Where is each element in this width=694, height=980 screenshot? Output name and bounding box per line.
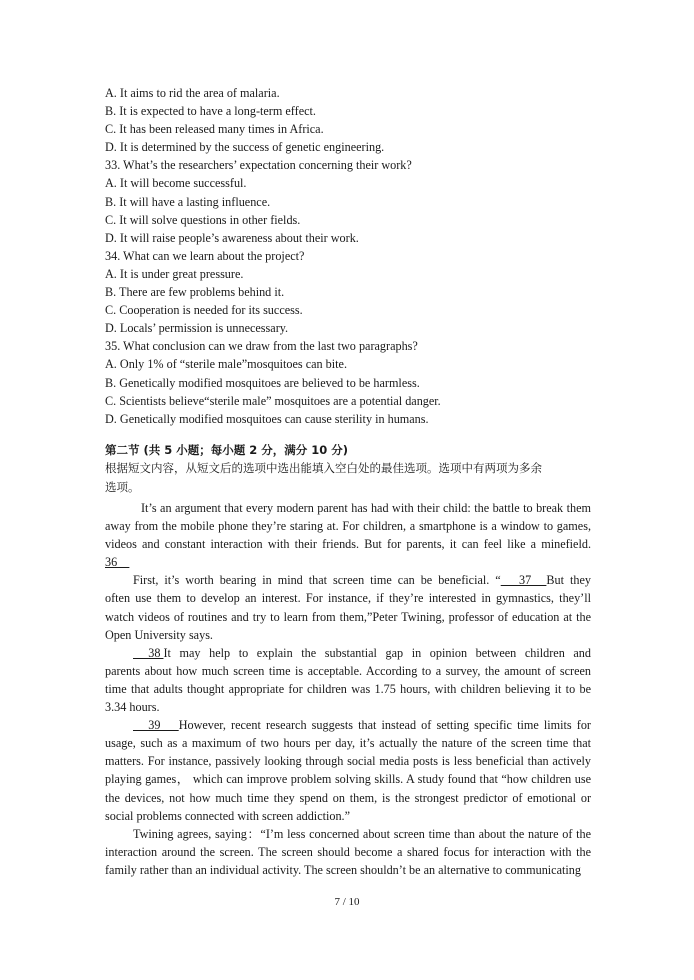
option-line: C. It has been released many times in Africa. [105, 122, 324, 137]
option-line: B. There are few problems behind it. [105, 285, 285, 300]
text-line: matters. For instance, passively looking through social media posts is less beneficial than actively [105, 754, 591, 769]
answer-blank: 37 [500, 573, 547, 588]
option-line: A. It is under great pressure. [105, 266, 244, 281]
text-line: Twining agrees, saying：“I’m less concerned about screen time than about the nature of the [133, 826, 591, 841]
option-line: C. It will solve questions in other fields. [105, 212, 301, 227]
option-line: D. It will raise people’s awareness about their work. [105, 230, 359, 245]
option-line: A. Only 1% of “sterile male”mosquitoes can bite. [105, 357, 347, 372]
option-line: B. It is expected to have a long-term effect. [105, 104, 316, 119]
text-line: Open University says. [105, 627, 213, 642]
text-line [105, 644, 591, 662]
paragraph [105, 499, 591, 571]
text-line: interaction around the screen. The screen should become a shared focus for interaction with the [105, 844, 591, 859]
text-segment: It may help to explain the substantial gap in opinion between children and [163, 645, 591, 660]
section-instruction-cont: 选项。 [105, 480, 140, 495]
passage [105, 499, 591, 879]
question-line: 35. What conclusion can we draw from the last two paragraphs? [105, 339, 418, 354]
paragraph [105, 825, 591, 879]
text-segment: But they [546, 573, 591, 588]
section-title: 第二节 (共 5 小题；每小题 2 分，满分 10 分) [105, 443, 349, 457]
text-line: It’s an argument that every modern parent has had with their child: the battle to break them [141, 501, 591, 515]
question-options-block [105, 84, 591, 428]
text-line [105, 553, 591, 571]
option-line: A. It will become successful. [105, 176, 247, 191]
option-line: D. Locals’ permission is unnecessary. [105, 321, 289, 336]
text-segment: However, recent research suggests that instead of setting specific time limits for [178, 718, 591, 733]
answer-blank: 39 [133, 718, 179, 733]
text-line: usage, such as a maximum of two hours per day, it’s actually the nature of the screen time that [105, 736, 591, 751]
text-line: playing games， which can improve problem solving skills. A study found that “how children use [105, 772, 591, 787]
text-line: 3.34 hours. [105, 700, 160, 715]
text-line: time that adults thought appropriate for children was 1.75 hours, with children believing it to be [105, 681, 591, 696]
answer-blank: 38 [133, 645, 164, 660]
question-line: 33. What’s the researchers’ expectation concerning their work? [105, 158, 412, 173]
text-line: away from the mobile phone they’re staring at. For children, a smartphone is a window to games, [105, 519, 591, 534]
option-line: C. Cooperation is needed for its success. [105, 303, 303, 318]
option-line: B. Genetically modified mosquitoes are believed to be harmless. [105, 375, 420, 390]
option-line: B. It will have a lasting influence. [105, 194, 271, 209]
text-line: watch videos of routines and try to learn from them,”Peter Twining, professor of education at the [105, 609, 591, 624]
option-line: D. Genetically modified mosquitoes can cause sterility in humans. [105, 411, 429, 426]
question-line: 34. What can we learn about the project? [105, 248, 305, 263]
text-line: parents about how much screen time is acceptable. According to a survey, the amount of screen [105, 663, 591, 678]
page-number: 7 / 10 [334, 896, 360, 908]
option-line: A. It aims to rid the area of malaria. [105, 86, 280, 100]
text-line: often use them to develop an interest. For instance, if they’re interested in gymnastics, they’ll [105, 591, 591, 606]
text-line: the devices, not how much time they spend on them, is the strongest predictor of emotional or [105, 790, 591, 805]
text-line: family rather than an individual activity. The screen shouldn’t be an alternative to communicating [105, 862, 581, 877]
answer-blank: 36 [105, 555, 130, 570]
paragraph [105, 571, 591, 643]
paragraph [105, 716, 591, 825]
text-segment: First, it’s worth bearing in mind that screen time can be beneficial. “ [133, 573, 501, 588]
section-header [105, 441, 591, 496]
option-line: D. It is determined by the success of genetic engineering. [105, 140, 385, 155]
option-line: C. Scientists believe“sterile male” mosquitoes are a potential danger. [105, 393, 441, 408]
text-line [105, 716, 591, 734]
text-line: social problems connected with screen addiction.” [105, 808, 351, 823]
text-line [105, 571, 591, 589]
paragraph [105, 644, 591, 716]
section-instruction: 根据短文内容，从短文后的选项中选出能填入空白处的最佳选项。选项中有两项为多余 [105, 461, 542, 476]
text-line: videos and constant interaction with their friends. But for parents, it can feel like a minefield. [105, 537, 591, 552]
